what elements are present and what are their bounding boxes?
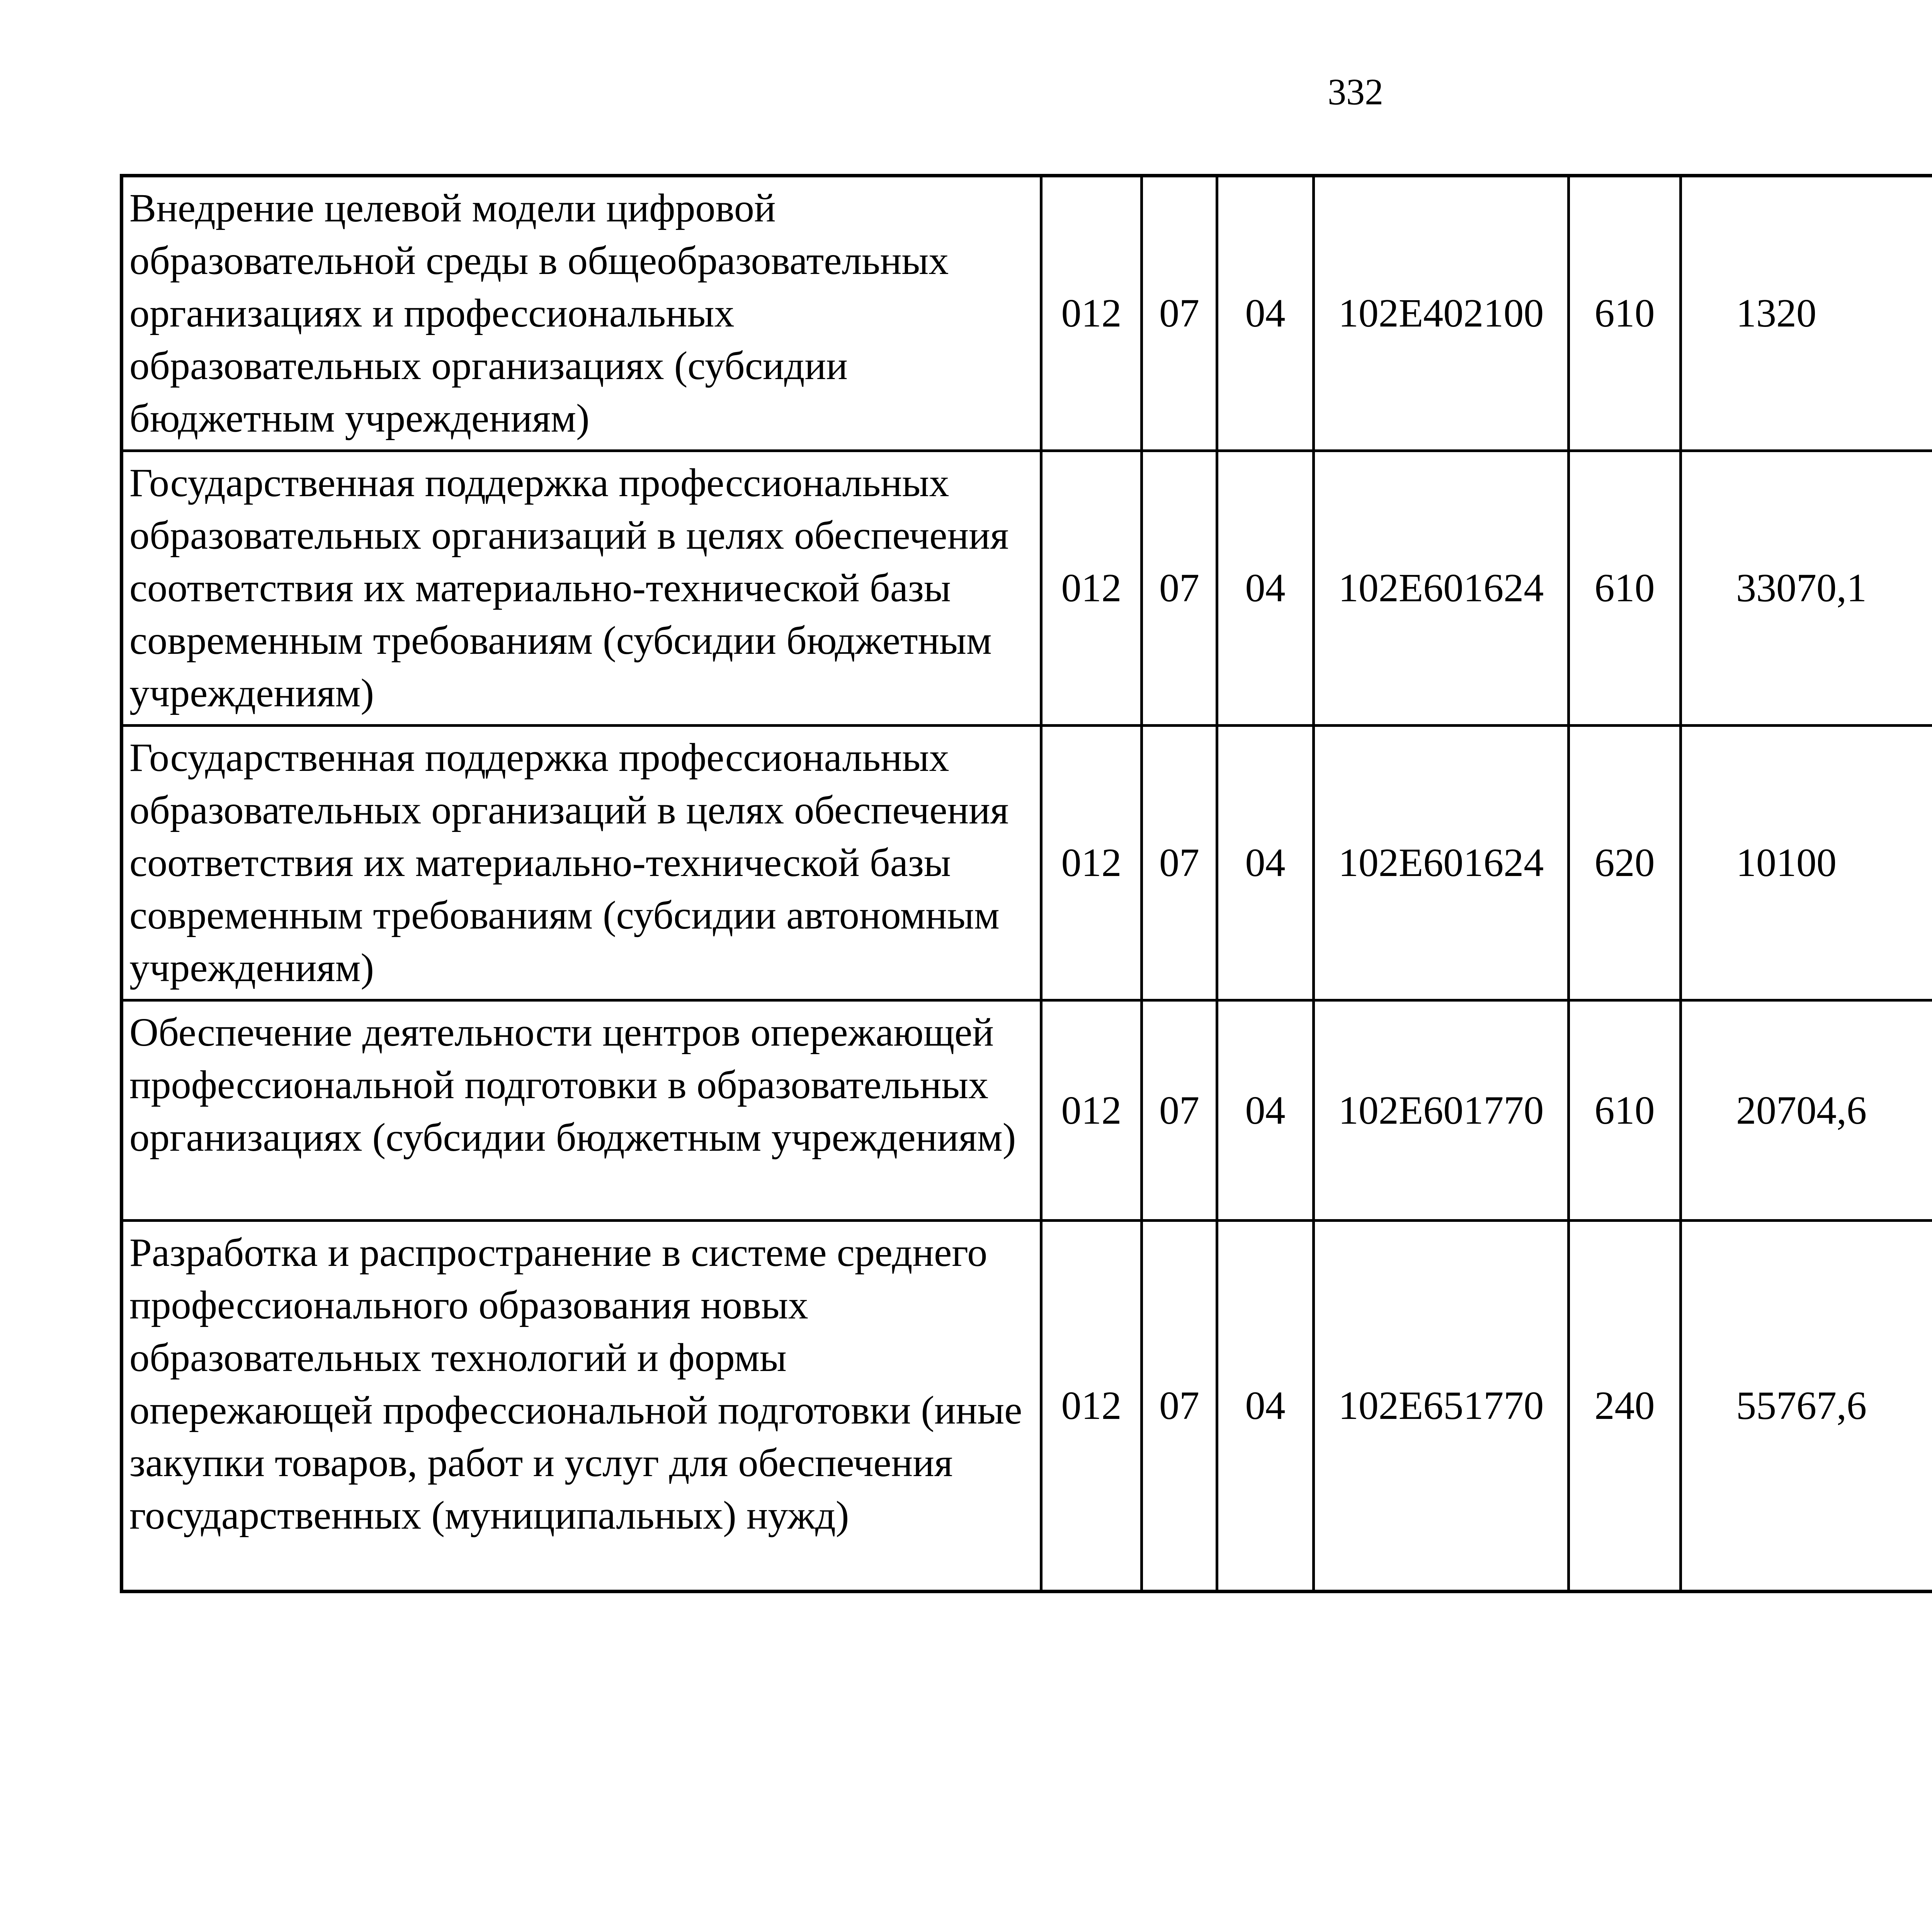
grbs-code: 012 (1041, 1221, 1142, 1592)
expense-type-code: 240 (1569, 1221, 1681, 1592)
section-code: 07 (1142, 1221, 1217, 1592)
subsection-code: 04 (1217, 1000, 1314, 1221)
expense-type-code: 610 (1569, 176, 1681, 451)
expense-type-code: 610 (1569, 1000, 1681, 1221)
subsection-code: 04 (1217, 726, 1314, 1000)
section-code: 07 (1142, 1000, 1217, 1221)
row-description: Обеспечение деятельности центров опережающей профессиональной подготовки в образовательных организациях (субсидии бюджетным учреждениям) (122, 1000, 1041, 1221)
subsection-code: 04 (1217, 451, 1314, 726)
target-article-code: 102Е601624 (1314, 726, 1569, 1000)
target-article-code: 102Е402100 (1314, 176, 1569, 451)
row-description: Государственная поддержка профессиональных образовательных организаций в целях обеспечения соответствия их материально-технической базы современным требованиям (субсидии автономным учреждениям) (122, 726, 1041, 1000)
target-article-code: 102Е651770 (1314, 1221, 1569, 1592)
grbs-code: 012 (1041, 451, 1142, 726)
section-code: 07 (1142, 451, 1217, 726)
subsection-code: 04 (1217, 176, 1314, 451)
table-row (122, 176, 1932, 451)
grbs-code: 012 (1041, 1000, 1142, 1221)
amount-cell: 1320 (1681, 176, 1932, 451)
row-description: Внедрение целевой модели цифровой образовательной среды в общеобразовательных организациях и профессиональных образовательных организациях (субсидии бюджетным учреждениям) (122, 176, 1041, 451)
table-row (122, 726, 1932, 1000)
expense-type-code: 620 (1569, 726, 1681, 1000)
amount-cell: 10100 (1681, 726, 1932, 1000)
target-article-code: 102Е601770 (1314, 1000, 1569, 1221)
row-description: Разработка и распространение в системе среднего профессионального образования новых образовательных технологий и формы опережающей профессиональной подготовки (иные закупки товаров, работ и услуг для обеспечения государственных (муниципальных) нужд) (122, 1221, 1041, 1592)
subsection-code: 04 (1217, 1221, 1314, 1592)
grbs-code: 012 (1041, 176, 1142, 451)
amount-cell: 33070,1 (1681, 451, 1932, 726)
section-code: 07 (1142, 726, 1217, 1000)
amount-cell: 20704,6 (1681, 1000, 1932, 1221)
target-article-code: 102Е601624 (1314, 451, 1569, 726)
expense-type-code: 610 (1569, 451, 1681, 726)
row-description: Государственная поддержка профессиональных образовательных организаций в целях обеспечения соответствия их материально-технической базы современным требованиям (субсидии бюджетным учреждениям) (122, 451, 1041, 726)
table-row (122, 451, 1932, 726)
table-row (122, 1221, 1932, 1592)
grbs-code: 012 (1041, 726, 1142, 1000)
budget-table (120, 174, 1932, 1593)
page-number: 332 (1328, 71, 1383, 112)
amount-cell: 55767,6 (1681, 1221, 1932, 1592)
section-code: 07 (1142, 176, 1217, 451)
table-row (122, 1000, 1932, 1221)
